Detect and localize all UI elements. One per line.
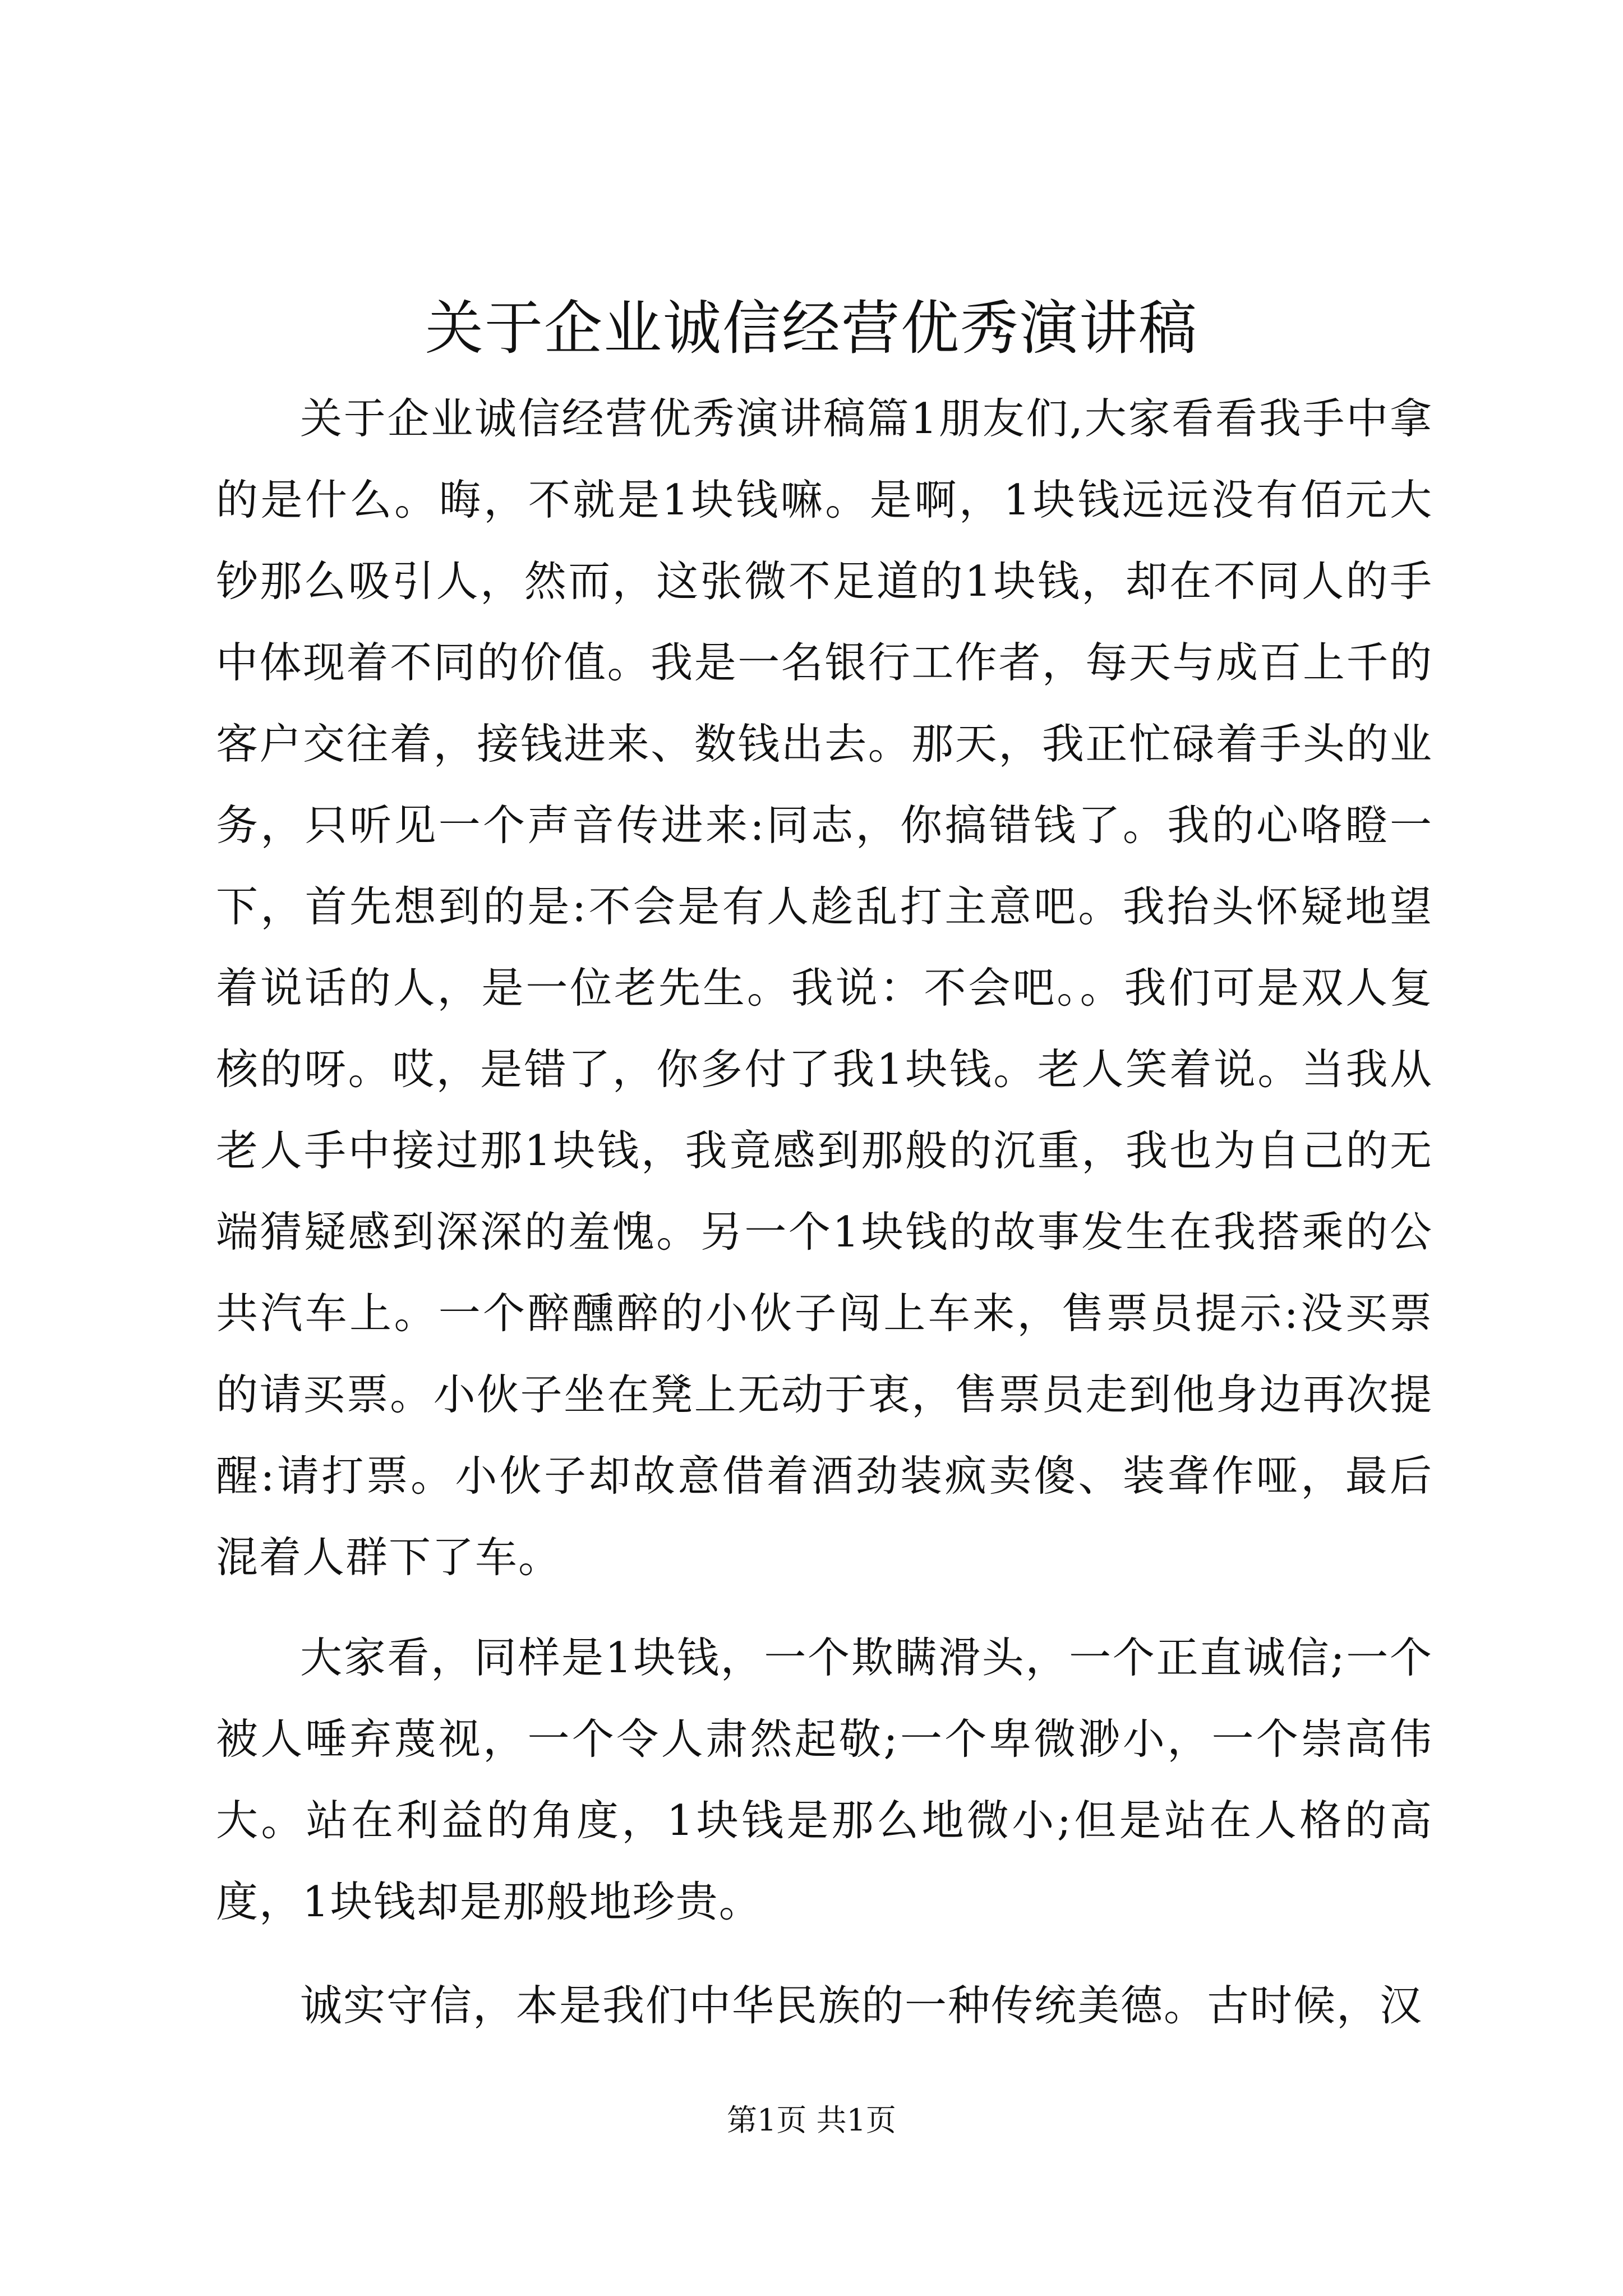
paragraph-2: 大家看，同样是1块钱，一个欺瞒滑头，一个正直诚信;一个被人唾弃蔑视，一个令人肃然起敬;一个卑微渺小，一个崇高伟大。站在利益的角度，1块钱是那么地微小;但是站在人格的高度，1块钱却是那般地珍贵。 (216, 1633, 1433, 1926)
document-title: 关于企业诚信经营优秀演讲稿 (425, 294, 1198, 362)
paragraph-1: 关于企业诚信经营优秀演讲稿篇1朋友们,大家看看我手中拿的是什么。晦，不就是1块钱嘛。是啊，1块钱远远没有佰元大钞那么吸引人，然而，这张微不足道的1块钱，却在不同人的手中体现着不同的价值。我是一名银行工作者，每天与成百上千的客户交往着，接钱进来、数钱出去。那天，我正忙碌着手头的业务，只听见一个声音传进来:同志，你搞错钱了。我的心咯瞪一下，首先想到的是:不会是有人趁乱打主意吧。我抬头怀疑地望着说话的人，是一位老先生。我说：不会吧。。我们可是双人复核的呀。哎，是错了，你多付了我1块钱。老人笑着说。当我从老人手中接过那1块钱，我竟感到那般的沉重，我也为自己的无端猜疑感到深深的羞愧。另一个1块钱的故事发生在我搭乘的公共汽车上。一个醉醺醉的小伙子闯上车来，售票员提示:没买票的请买票。小伙子坐在凳上无动于衷，售票员走到他身边再次提醒:请打票。小伙子却故意借着酒劲装疯卖傻、装聋作哑，最后混着人群下了车。 (216, 394, 1433, 1582)
paragraph-3: 诚实守信，本是我们中华民族的一种传统美德。古时候，汉 (300, 1981, 1423, 2030)
page-footer: 第1页 共1页 (727, 2102, 896, 2138)
document-body (216, 378, 1433, 2063)
